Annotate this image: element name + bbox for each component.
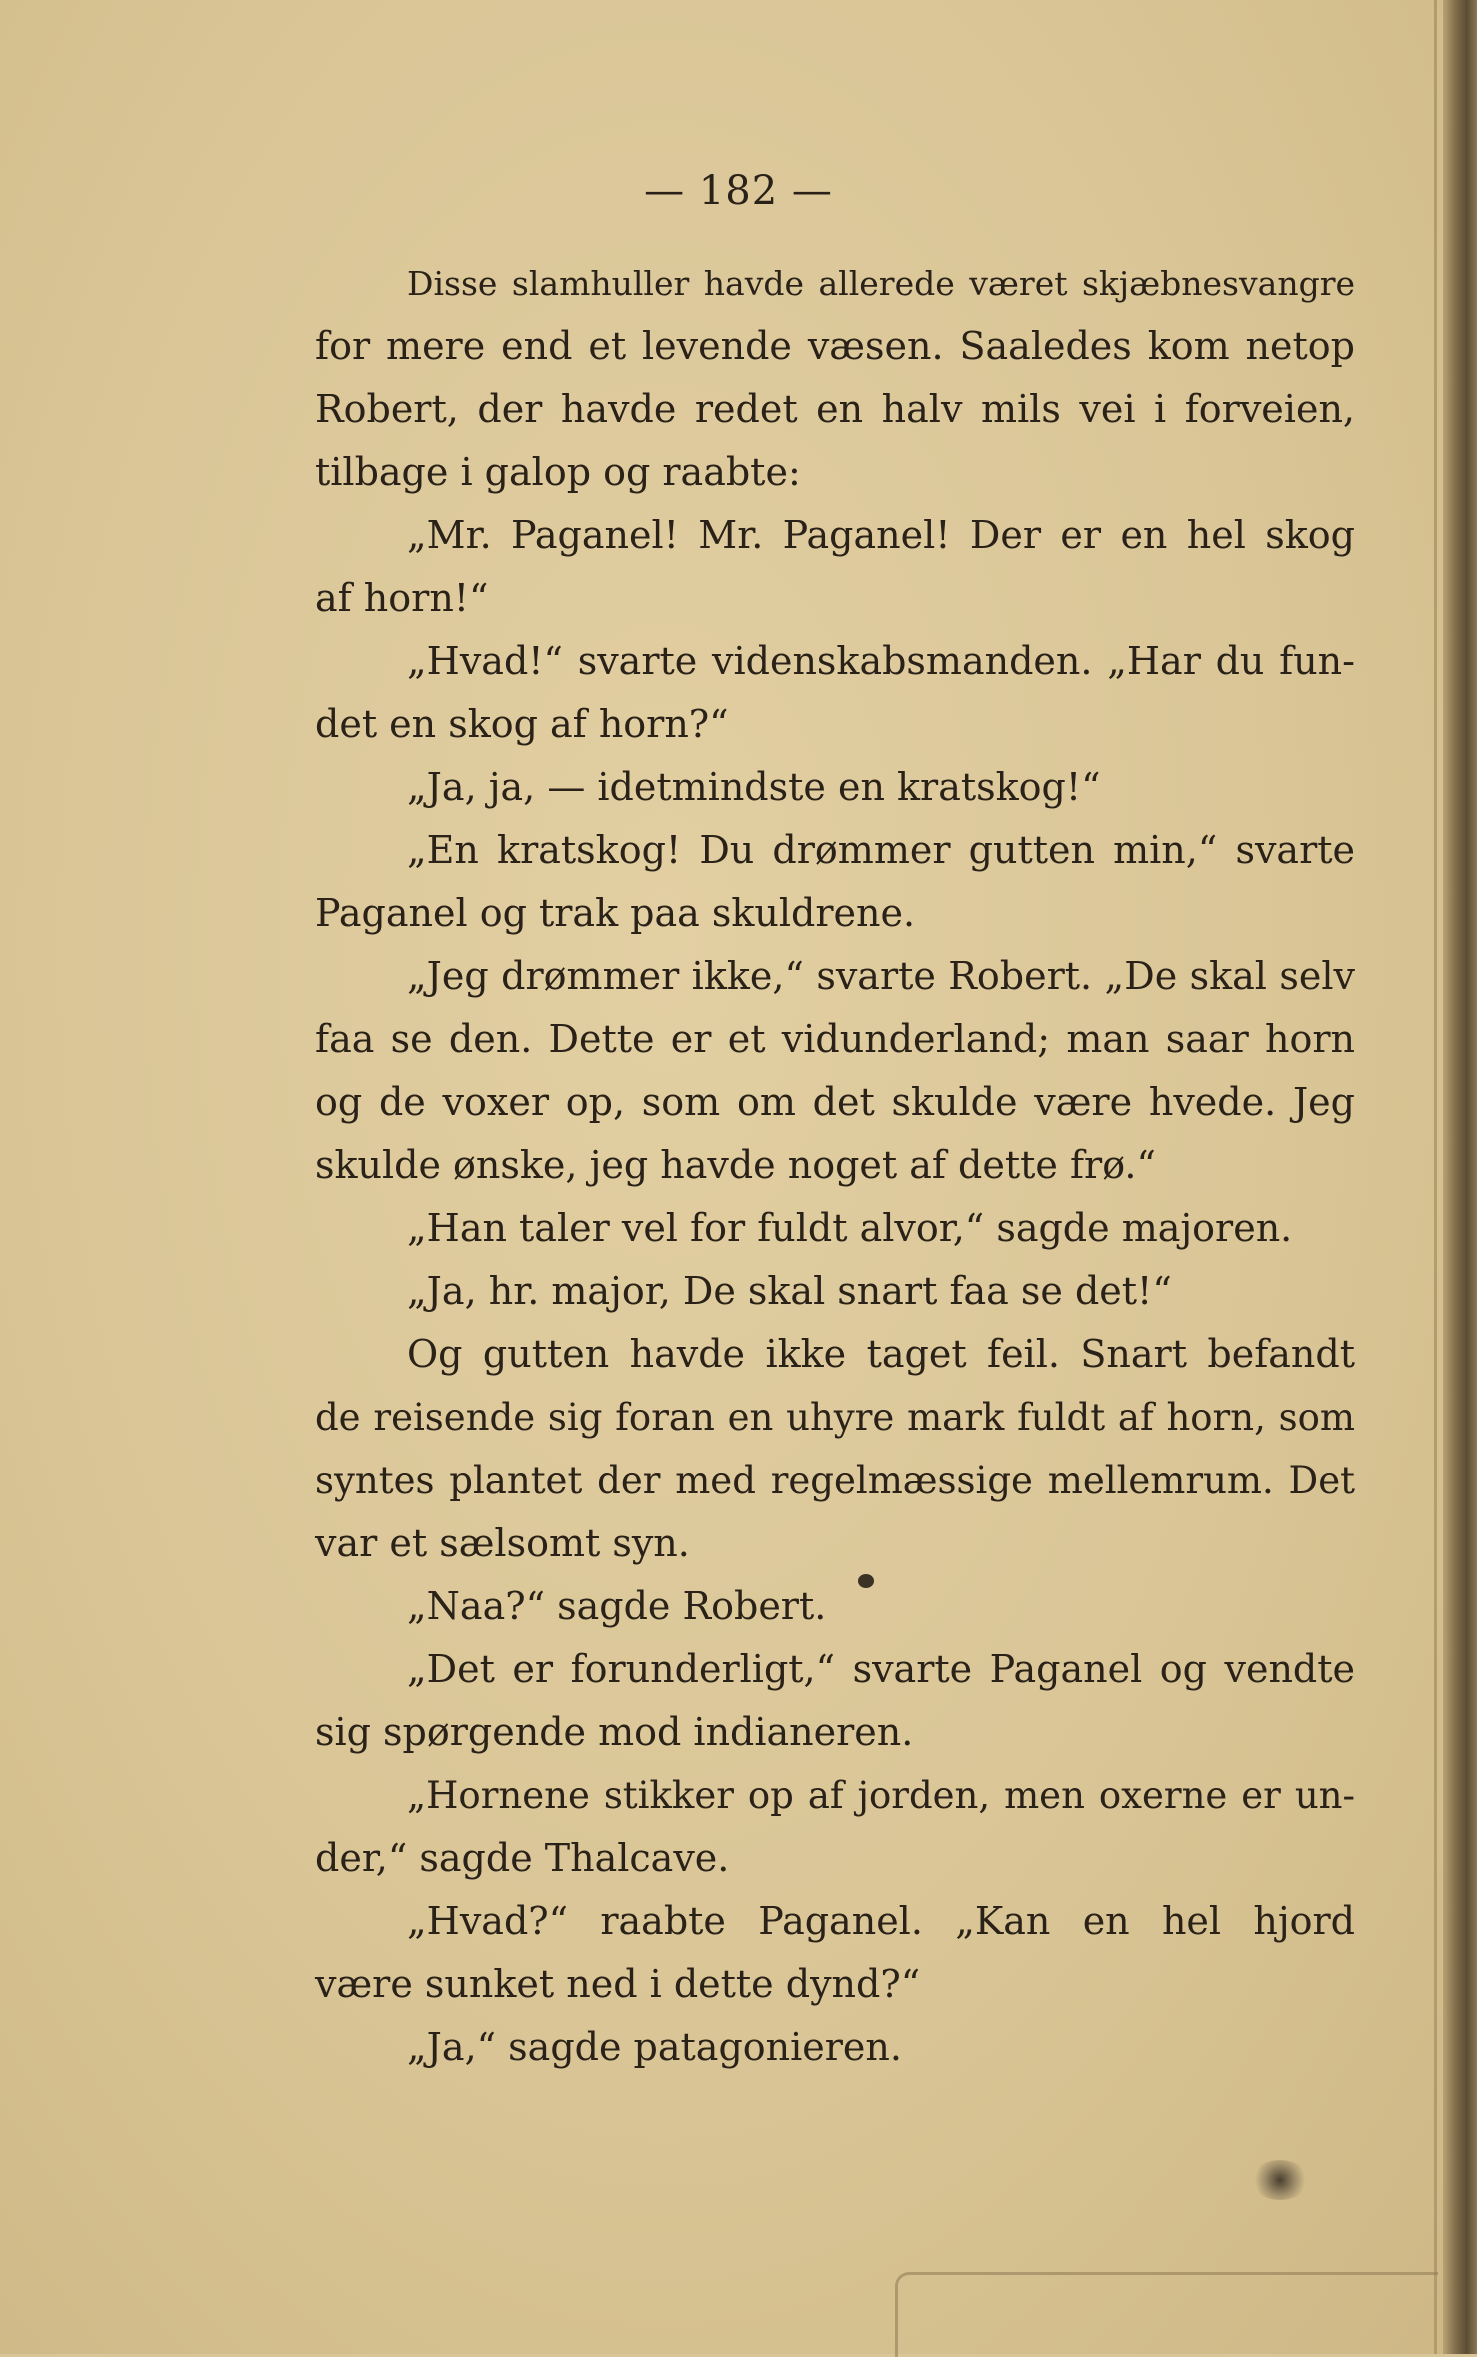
text-line: af horn!“ xyxy=(315,576,489,620)
ink-stain xyxy=(1250,2160,1310,2200)
text-line: „Ja, ja, — idetmindste en kratskog!“ xyxy=(407,765,1101,809)
text-line: det en skog af horn?“ xyxy=(315,702,729,746)
text-line: og de voxer op, som om det skulde være hvede. Jeg xyxy=(315,1080,1355,1124)
text-line: faa se den. Dette er et vidunderland; man saar horn xyxy=(315,1017,1355,1061)
text-line: Og gutten havde ikke taget feil. Snart befandt xyxy=(407,1332,1355,1376)
text-line: „Det er forunderligt,“ svarte Paganel og vendte xyxy=(407,1647,1355,1691)
text-line: var et sælsomt syn. xyxy=(315,1521,690,1565)
text-line: sig spørgende mod indianeren. xyxy=(315,1710,914,1754)
text-line: „Ja,“ sagde patagonieren. xyxy=(407,2025,902,2069)
text-line: de reisende sig foran en uhyre mark fuldt af horn, som xyxy=(315,1396,1355,1439)
text-line: „Jeg drømmer ikke,“ svarte Robert. „De skal selv xyxy=(407,954,1355,998)
text-line: Paganel og trak paa skuldrene. xyxy=(315,891,916,935)
book-binding-edge xyxy=(1443,0,1477,2354)
text-line: tilbage i galop og raabte: xyxy=(315,450,801,494)
text-line: „Hornene stikker op af jorden, men oxerne er un- xyxy=(407,1774,1355,1817)
binding-line xyxy=(1434,0,1437,2354)
text-line: skulde ønske, jeg havde noget af dette frø.“ xyxy=(315,1143,1156,1187)
text-line: der,“ sagde Thalcave. xyxy=(315,1836,730,1880)
text-line: „Hvad!“ svarte videnskabsmanden. „Har du fun- xyxy=(407,639,1355,683)
text-line: „En kratskog! Du drømmer gutten min,“ svarte xyxy=(407,828,1355,872)
body-text xyxy=(315,252,1355,2079)
text-line: „Hvad?“ raabte Paganel. „Kan en hel hjord xyxy=(407,1899,1355,1943)
page-number: — 182 — xyxy=(644,168,833,214)
text-line: „Naa?“ sagde Robert. xyxy=(407,1584,827,1628)
text-line: Robert, der havde redet en halv mils vei i forveien, xyxy=(315,387,1355,431)
text-line: for mere end et levende væsen. Saaledes kom netop xyxy=(315,324,1355,368)
text-line: syntes plantet der med regelmæssige mellemrum. Det xyxy=(315,1459,1355,1502)
paper-fold-mark xyxy=(895,2272,1438,2357)
text-line: „Ja, hr. major, De skal snart faa se det!“ xyxy=(407,1269,1172,1313)
text-line: „Han taler vel for fuldt alvor,“ sagde majoren. xyxy=(407,1206,1293,1250)
text-line: være sunket ned i dette dynd?“ xyxy=(315,1962,921,2006)
text-line: Disse slamhuller havde allerede været skjæbnesvangre xyxy=(407,264,1355,303)
text-line: „Mr. Paganel! Mr. Paganel! Der er en hel skog xyxy=(407,513,1355,557)
